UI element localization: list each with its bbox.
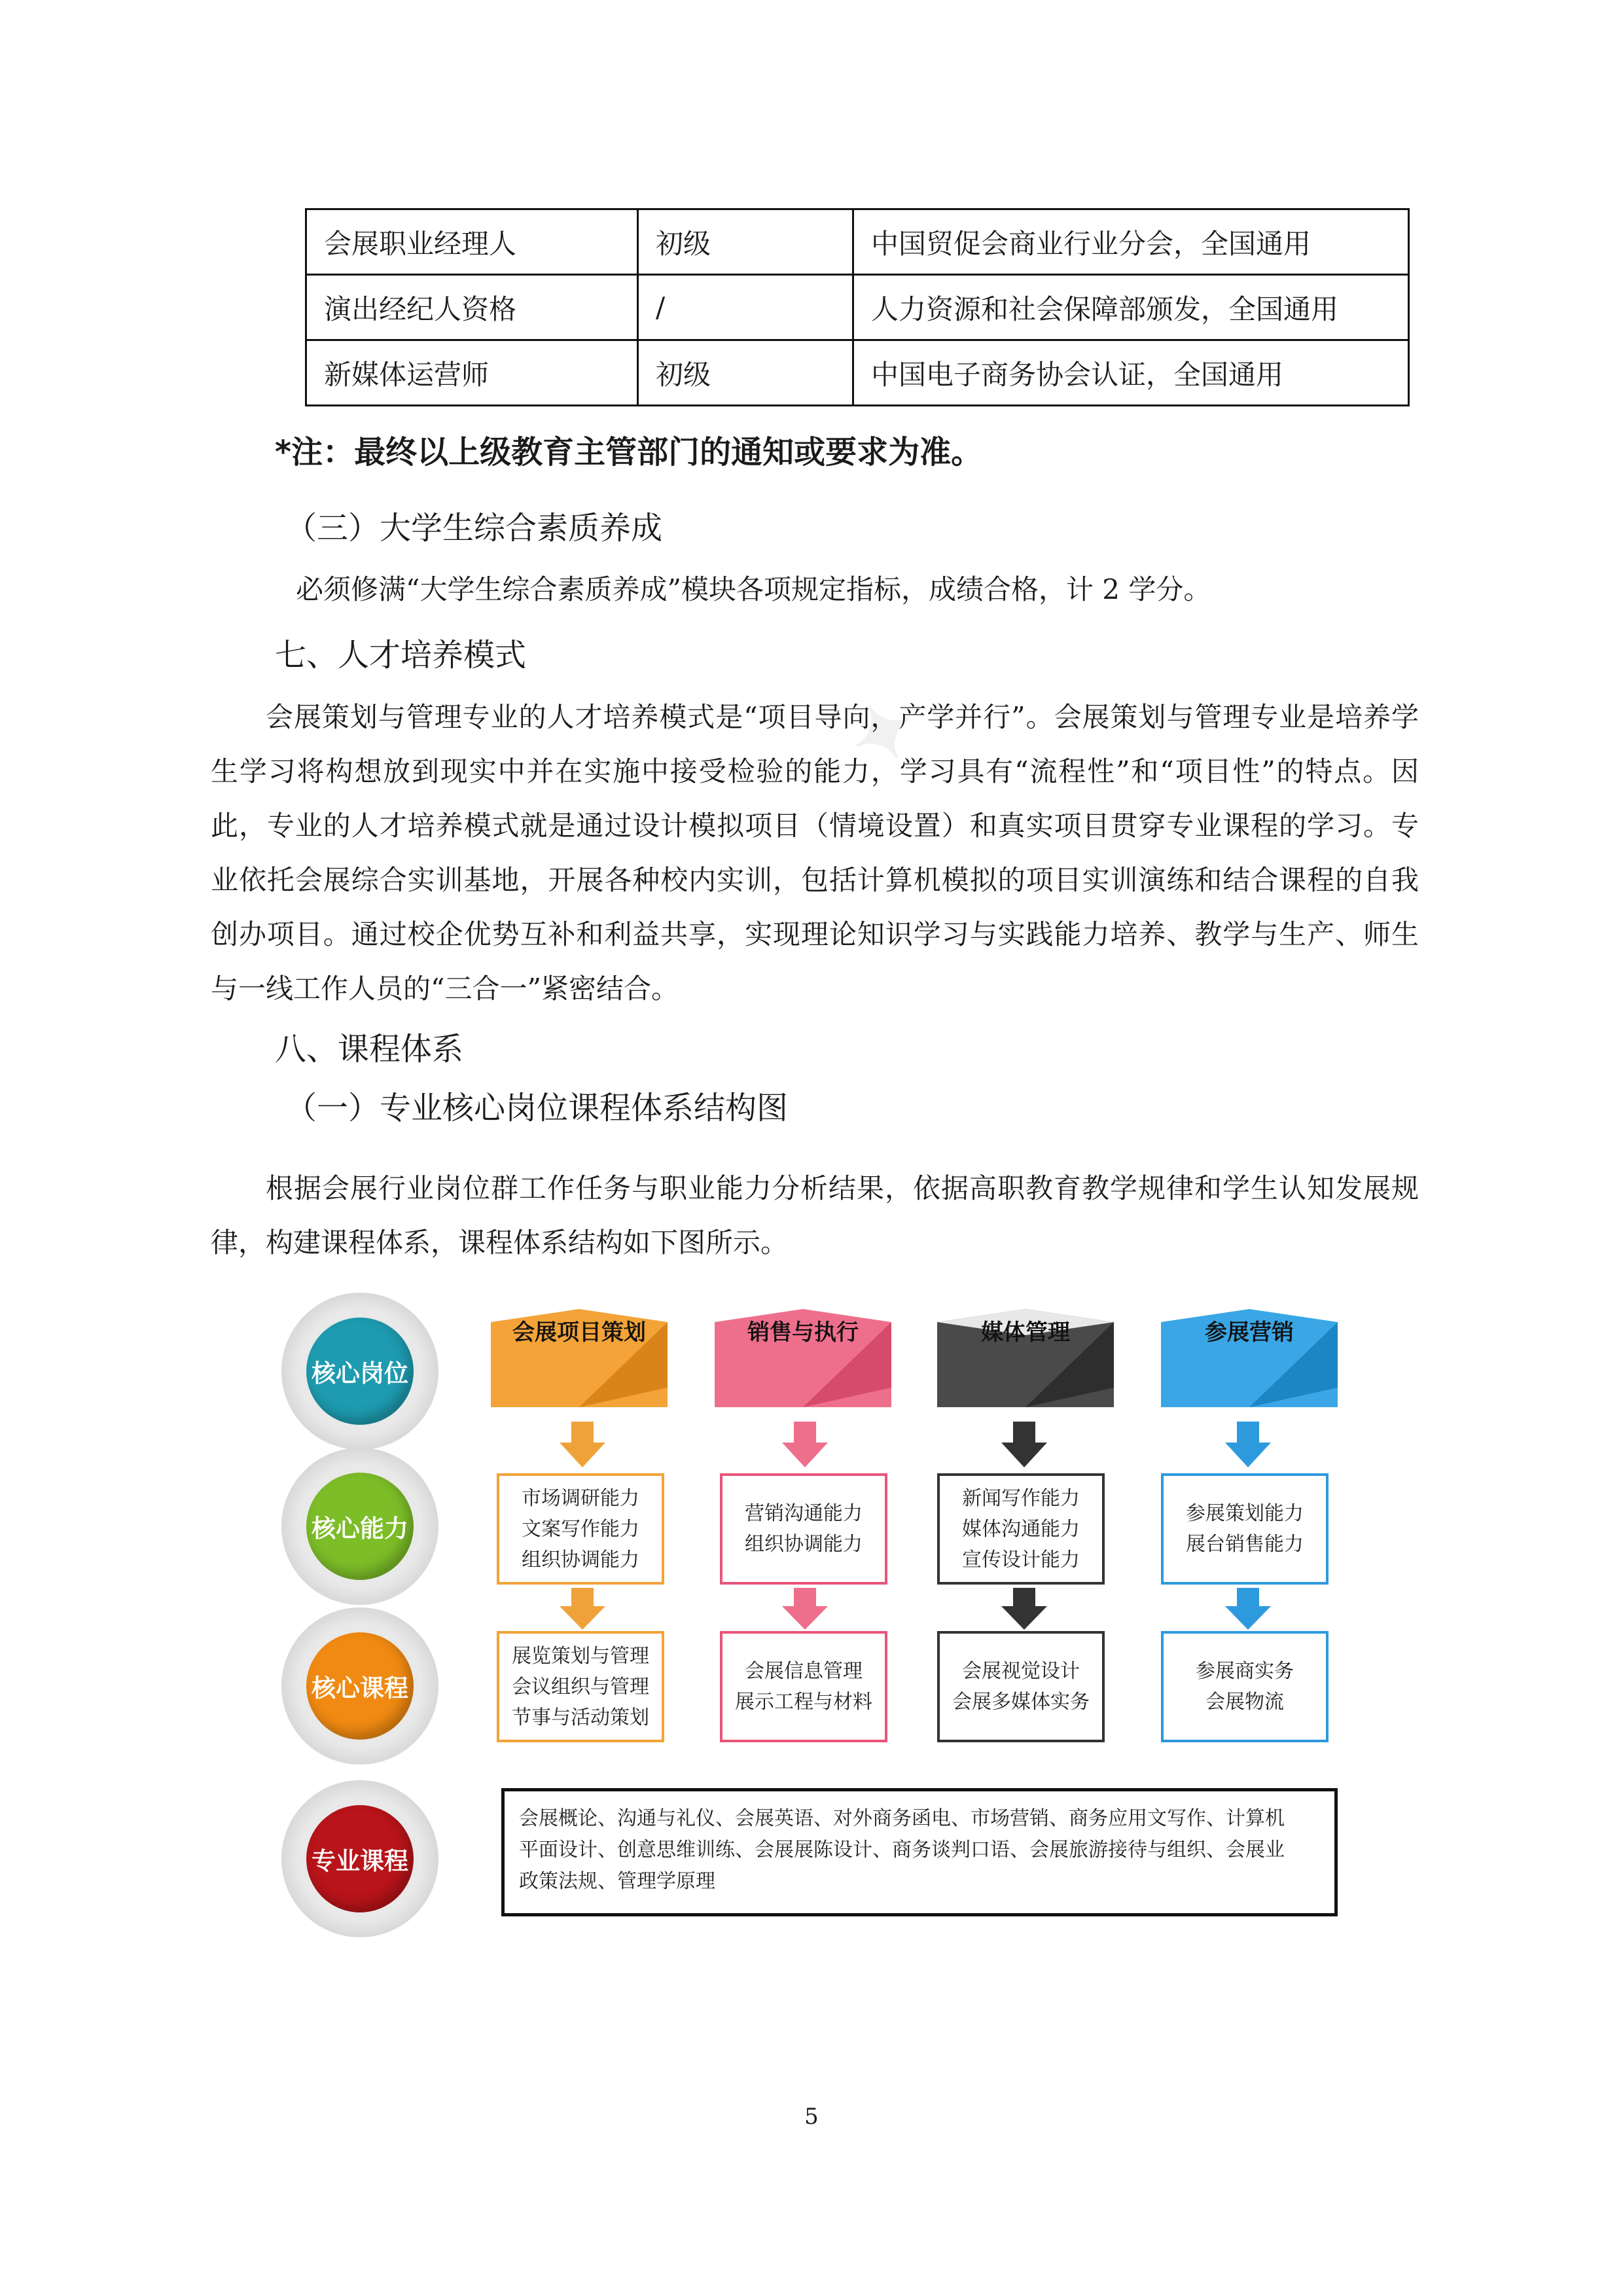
section-subheading: （一）专业核心岗位课程体系结构图 <box>285 1090 789 1126</box>
paragraph: 会展策划与管理专业的人才培养模式是“项目导向，产学并行”。会展策划与管理专业是培养学生学习将构想放到现实中并在实施中接受检验的能力，学习具有“流程性”和“项目性”的特点。因此，专业的人才培养模式就是通过设计模拟项目（情境设置）和真实项目贯穿专业课程的学习。专业依托会展综合实训基地，开展各种校内实训，包括计算机模拟的项目实训演练和结合课程的自我创办项目。通过校企优势互补和利益共享，实现理论知识学习与实践能力培养、教学与生产、师生与一线工作人员的“三合一”紧密结合。 <box>211 701 1419 1005</box>
ability-item: 新闻写作能力 <box>962 1486 1080 1510</box>
gear-icon <box>281 1780 438 1937</box>
table-cell: 人力资源和社会保障部颁发，全国通用 <box>853 275 1409 340</box>
ability-item: 参展策划能力 <box>1186 1502 1304 1525</box>
ability-item: 文案写作能力 <box>522 1517 639 1541</box>
position-title: 会展项目策划 <box>512 1319 646 1346</box>
course-item: 节事与活动策划 <box>512 1706 649 1729</box>
paragraph: 根据会展行业岗位群工作任务与职业能力分析结果，依据高职教育教学规律和学生认知发展规律，构建课程体系，课程体系结构如下图所示。 <box>211 1172 1419 1259</box>
position-title: 媒体管理 <box>981 1319 1070 1346</box>
gear-icon <box>281 1448 438 1605</box>
ability-item: 宣传设计能力 <box>962 1548 1080 1571</box>
arrow-down-icon <box>782 1422 828 1467</box>
gear-icon <box>281 1607 438 1765</box>
position-header <box>717 1310 889 1408</box>
certification-table <box>305 208 1410 406</box>
professional-courses-box <box>501 1788 1338 1916</box>
ability-box <box>937 1473 1105 1585</box>
arrow-down-icon <box>782 1588 828 1630</box>
section-heading: 八、课程体系 <box>275 1031 464 1067</box>
course-item: 会展多媒体实务 <box>952 1691 1090 1713</box>
table-cell: 演出经纪人资格 <box>306 275 638 340</box>
course-item: 展览策划与管理 <box>512 1644 649 1668</box>
section-heading: （三）大学生综合素质养成 <box>285 510 663 547</box>
note: *注：最终以上级教育主管部门的通知或要求为准。 <box>275 434 983 471</box>
arrow-down-icon <box>1225 1588 1271 1630</box>
ability-box <box>497 1473 664 1585</box>
arrow-down-icon <box>1225 1422 1271 1467</box>
course-item: 参展商实务 <box>1196 1660 1294 1683</box>
table-cell: 中国电子商务协会认证，全国通用 <box>853 340 1409 406</box>
ability-box <box>720 1473 887 1585</box>
course-box <box>937 1631 1105 1742</box>
table-row <box>306 209 1409 275</box>
professional-courses-line: 会展概论、沟通与礼仪、会展英语、对外商务函电、市场营销、商务应用文写作、计算机 <box>519 1807 1285 1830</box>
gear-icon <box>281 1293 438 1450</box>
watermark: ✦ <box>832 677 935 790</box>
table-cell: 会展职业经理人 <box>306 209 638 275</box>
position-title: 参展营销 <box>1205 1319 1294 1346</box>
gear-label: 核心能力 <box>306 1473 414 1580</box>
table-cell: 初级 <box>638 209 853 275</box>
gear-label: 专业课程 <box>306 1805 414 1912</box>
ability-box <box>1161 1473 1329 1585</box>
gear-label: 核心岗位 <box>306 1318 414 1425</box>
course-box <box>1161 1631 1329 1742</box>
course-item: 展示工程与材料 <box>735 1691 872 1713</box>
position-header <box>940 1310 1111 1408</box>
table-cell: 新媒体运营师 <box>306 340 638 406</box>
table-row <box>306 340 1409 406</box>
ability-item: 展台销售能力 <box>1186 1533 1304 1556</box>
paragraph: 必须修满“大学生综合素质养成”模块各项规定指标，成绩合格，计 2 学分。 <box>296 573 1211 605</box>
ability-item: 媒体沟通能力 <box>962 1517 1080 1541</box>
course-item: 会展视觉设计 <box>962 1660 1080 1683</box>
table-row <box>306 275 1409 340</box>
gear-label: 核心课程 <box>306 1632 414 1740</box>
table-cell: 初级 <box>638 340 853 406</box>
arrow-down-icon <box>1001 1588 1047 1630</box>
table-cell: / <box>638 275 853 340</box>
ability-item: 营销沟通能力 <box>745 1502 863 1525</box>
position-header <box>1164 1310 1335 1408</box>
position-title: 销售与执行 <box>747 1319 859 1346</box>
course-item: 会展物流 <box>1205 1691 1284 1713</box>
ability-item: 市场调研能力 <box>522 1486 639 1510</box>
course-item: 会展信息管理 <box>745 1660 863 1683</box>
arrow-down-icon <box>560 1422 605 1467</box>
position-header <box>493 1310 665 1408</box>
page-number: 5 <box>804 2104 819 2130</box>
ability-item: 组织协调能力 <box>745 1533 863 1556</box>
ability-item: 组织协调能力 <box>522 1548 639 1571</box>
arrow-down-icon <box>560 1588 605 1630</box>
course-box <box>497 1631 664 1742</box>
course-item: 会议组织与管理 <box>512 1675 649 1698</box>
professional-courses-line: 政策法规、管理学原理 <box>519 1870 715 1893</box>
table-cell: 中国贸促会商业行业分会，全国通用 <box>853 209 1409 275</box>
professional-courses-line: 平面设计、创意思维训练、会展展陈设计、商务谈判口语、会展旅游接待与组织、会展业 <box>519 1839 1285 1861</box>
section-heading: 七、人才培养模式 <box>275 637 527 673</box>
course-box <box>720 1631 887 1742</box>
arrow-down-icon <box>1001 1422 1047 1467</box>
